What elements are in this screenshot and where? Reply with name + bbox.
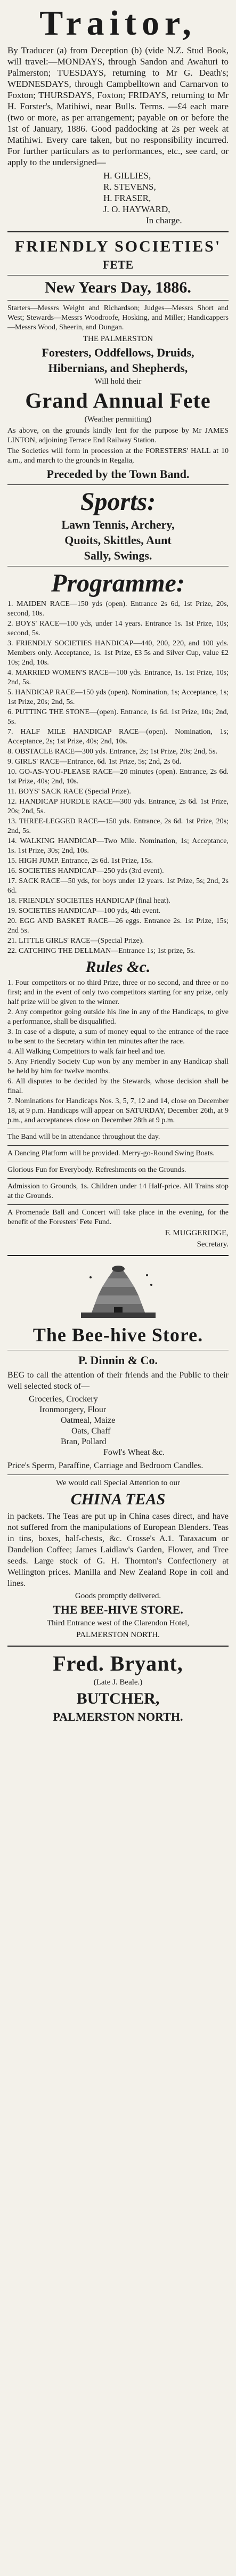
programme-item: 21. LITTLE GIRLS' RACE—(Special Prize). [7,937,144,945]
programme-item: 14. WALKING HANDICAP—Two Mile. Nomination, 1s; Acceptance, 1s. 1st Prize, 30s; 2nd, 10s. [7,837,229,855]
programme-item: 13. THREE-LEGGED RACE—150 yds. Entrance, 2s 6d. 1st Prize, 20s; 2nd, 5s. [7,817,229,835]
divider [7,1255,229,1256]
programme-item: 17. SACK RACE—50 yds, for boys under 12 years. 1st Prize, 5s; 2nd, 2s 6d. [7,877,229,895]
programme-item: 11. BOYS' SACK RACE (Special Prize). [7,788,131,796]
fete-officials: Starters—Messrs Weight and Richardson; Judges—Messrs Short and West; Stewards—Messrs Woodroofe, Hosking, and Miller; Handicappers—Messrs Wood, Sheerin, and Dungan. [7,304,229,331]
rule-item: 2. Any competitor going outside his line in any of the Handicaps, to give a performance, shall be disqualified. [7,1008,229,1026]
fete-societies: Foresters, Oddfellows, Druids, [42,346,194,359]
programme-item: 2. BOYS' RACE—100 yds, under 14 years. Entrance 1s. 1st Prize, 10s; second, 5s. [7,620,229,637]
programme-item: 10. GO-AS-YOU-PLEASE RACE—20 minutes (open). Entrance, 2s 6d. 1st Prize, 40s; 2nd, 10s. [7,768,229,785]
divider [7,1145,229,1146]
goods-item: Groceries, Crockery [29,1395,98,1404]
bryant-town: PALMERSTON NORTH. [53,1710,183,1723]
beehive-proprietor: P. Dinnin & Co. [78,1354,158,1367]
fete-admission: Admission to Grounds, 1s. Children under 14 Half-price. All Trains stop at the Grounds. [7,1182,229,1200]
fete-band: Preceded by the Town Band. [46,467,190,481]
fete-will-hold: Will hold their [94,377,142,386]
divider [7,484,229,485]
beehive-address: Third Entrance west of the Clarendon Hotel, [47,1619,189,1627]
traitor-body: By Traducer (a) from Deception (b) (vide N.Z. Stud Book, will travel:—MONDAYS, through Sandon and Awahuri to Palmerston; TUESDAYS, returning to Mr G. Death's; WEDNESDAYS, through Campbelltown and Carnarvon to Foxton; THURSDAYS, Foxton; FRIDAYS, returning to Mr H. Forster's, Matihiwi, near Bulls. Terms. —£4 each mare (two or more, as per arrangement; payable on or before the 1st of January, 1886. Good paddocking at 2s per week at Matihiwi. Every care taken, but no responsibility incurred. For further particulars as to performances, etc., see card, or apply to the undersigned— [7,45,229,167]
fete-glorious: Glorious Fun for Everybody. Refreshments on the Grounds. [7,1166,186,1174]
rule-item: 4. All Walking Competitors to walk fair heel and toe. [7,1048,166,1056]
bryant-trade: BUTCHER, [76,1690,160,1707]
rules-list [7,978,229,1125]
goods-item: Fowl's Wheat &c. [103,1448,165,1457]
programme-list [7,600,229,956]
beehive-advert [7,1261,229,1640]
programme-item: 6. PUTTING THE STONE—(open). Entrance, 1s 6d. 1st Prize, 10s; 2nd, 5s. [7,708,229,726]
beehive-teas: CHINA TEAS [70,1490,166,1508]
fete-palmerston: THE PALMERSTON [83,335,153,343]
divider [7,1178,229,1179]
divider [7,1646,229,1647]
programme-item: 9. GIRLS' RACE—Entrance, 6d. 1st Prize, 5s; 2nd, 2s 6d. [7,758,182,766]
fete-sports-list: Quoits, Skittles, Aunt [64,533,172,547]
fete-heading: FRIENDLY SOCIETIES' [14,238,222,255]
beehive-title: The Bee-hive Store. [32,1324,204,1346]
beehive-intro: BEG to call the attention of their friends and the Public to their well selected stock of— [7,1371,229,1391]
goods-item: Oatmeal, Maize [61,1416,116,1425]
fete-location: As above, on the grounds kindly lent for the purpose by Mr JAMES LINTON, adjoining Terrace End Railway Station. [7,427,229,444]
rule-item: 5. Any Friendly Society Cup won by any member in any Handicap shall be held by him for twelve months. [7,1058,229,1075]
programme-item: 8. OBSTACLE RACE—300 yds. Entrance, 2s; 1st Prize, 20s; 2nd, 5s. [7,748,217,756]
fete-band-attendance: The Band will be in attendance throughout the day. [7,1133,160,1141]
signature: R. STEVENS, [103,182,156,192]
fete-sports-list: Lawn Tennis, Archery, [61,518,175,531]
fete-sports: Sports: [80,488,156,516]
signature: In charge. [146,215,182,225]
fete-procession: The Societies will form in procession at the FORESTERS' HALL at 10 a.m., and march to the grounds in Regalia, [7,447,229,465]
beehive-store-name: THE BEE-HIVE STORE. [53,1603,183,1616]
signature: H. FRASER, [103,193,151,203]
traitor-title: Traitor, [39,4,197,43]
beehive-sperm: Price's Sperm, Paraffine, Carriage and Bedroom Candles. [7,1461,204,1470]
goods-item: Bran, Pollard [61,1437,107,1446]
programme-item: 4. MARRIED WOMEN'S RACE—100 yds. Entrance, 1s. 1st Prize, 10s; 2nd, 5s. [7,669,229,686]
signature: J. O. HAYWARD, [103,204,170,214]
beehive-illustration [76,1261,161,1320]
beehive-town: PALMERSTON NORTH. [76,1631,160,1639]
programme-item: 16. SOCIETIES HANDICAP—250 yds (3rd event). [7,867,164,875]
fete-programme: Programme: [51,569,185,597]
fete-sports-list: Sally, Swings. [84,549,152,562]
programme-item: 20. EGG AND BASKET RACE—26 eggs. Entrance 2s. 1st Prize, 15s; 2nd 5s. [7,917,229,935]
fete-promenade: A Promenade Ball and Concert will take place in the evening, for the benefit of the Foresters' Fete Fund. [7,1209,229,1226]
programme-item: 3. FRIENDLY SOCIETIES HANDICAP—440, 200, 220, and 100 yds. Members only. Acceptance, 1s. 1st Prize, £3 5s and Silver Cup, value £2 10s; 2nd, 10s. [7,639,229,667]
programme-item: 18. FRIENDLY SOCIETIES HANDICAP (final heat). [7,897,170,905]
programme-item: 1. MAIDEN RACE—150 yds (open). Entrance 2s 6d, 1st Prize, 20s, second, 10s. [7,600,229,618]
programme-item: 15. HIGH JUMP. Entrance, 2s 6d. 1st Prize, 15s. [7,857,153,865]
traitor-advert [7,4,229,226]
programme-item: 19. SOCIETIES HANDICAP—100 yds, 4th event. [7,907,160,915]
signature: H. GILLIES, [103,171,151,181]
bryant-advert [7,1652,229,1724]
programme-item: 22. CATCHING THE DELLMAN—Entrance 1s; 1st prize, 5s. [7,947,196,955]
goods-item: Ironmongery, Flour [39,1405,107,1414]
programme-item: 12. HANDICAP HURDLE RACE—300 yds. Entrance, 2s 6d. 1st Prize, 20s; 2nd, 5s. [7,798,229,815]
fete-grand: Grand Annual Fete [25,388,211,412]
bryant-name: Fred. Bryant, [53,1651,183,1675]
beehive-tea-body: in packets. The Teas are put up in China cases direct, and have not suffered from the manipulations of European Blenders. Teas in tins, boxes, half-chests, &c. Crosse's A.1. Taraxacum or Dandelion Coffee; James Laidlaw's Garden, Flower, and Tree seeds. Large stock of G. H. Thornton's Confectionery at Wellington prices. Manilla and New Zealand Rope in coil and lines. [7,1512,229,1588]
divider [7,1204,229,1205]
fete-subheading: FETE [102,258,134,271]
rule-item: 7. Nominations for Handicaps Nos. 3, 5, 7, 12 and 14, close on December 18, at 9 p.m. Handicaps will appear on SATURDAY, December 26th, at 9 p.m., and acceptances close on December 28th at 9 p.m. [7,1097,229,1124]
fete-secretary: F. MUGGERIDGE, [165,1229,229,1237]
programme-item: 5. HANDICAP RACE—150 yds (open). Nomination, 1s; Acceptance, 1s; 1st Prize, 20s; 2nd, 5s. [7,688,229,706]
fete-dancing: A Dancing Platform will be provided. Merry-go-Round Swing Boats. [7,1149,215,1157]
goods-item: Oats, Chaff [71,1427,111,1436]
fete-societies: Hibernians, and Shepherds, [48,361,188,375]
programme-item: 7. HALF MILE HANDICAP RACE—(open). Nomination, 1s; Acceptance, 2s; 1st Prize, 40s; 2nd, 10s. [7,728,229,746]
rule-item: 1. Four competitors or no third Prize, three or no second, and three or no first; and in the event of only two competitors starting for any prize, only half prize will be given to the winner. [7,979,229,1006]
fete-weather: (Weather permitting) [84,415,152,424]
beehive-special: We would call Special Attention to our [56,1479,180,1487]
beehive-goods: Goods promptly delivered. [75,1592,161,1600]
rule-item: 3. In case of a dispute, a sum of money equal to the entrance of the race to be sent to the Secretary within ten minutes after the race. [7,1028,229,1046]
divider [7,300,229,301]
beehive-goods-list [29,1394,229,1458]
fete-secretary-title: Secretary. [197,1240,229,1249]
rules-heading: Rules &c. [85,958,151,976]
traitor-signatures [7,170,229,226]
bryant-late: (Late J. Beale.) [93,1678,143,1687]
divider [7,231,229,232]
fete-advert [7,238,229,1250]
rule-item: 6. All disputes to be decided by the Stewards, whose decision shall be final. [7,1078,229,1095]
fete-date: New Years Day, 1886. [45,279,191,296]
divider [7,275,229,276]
